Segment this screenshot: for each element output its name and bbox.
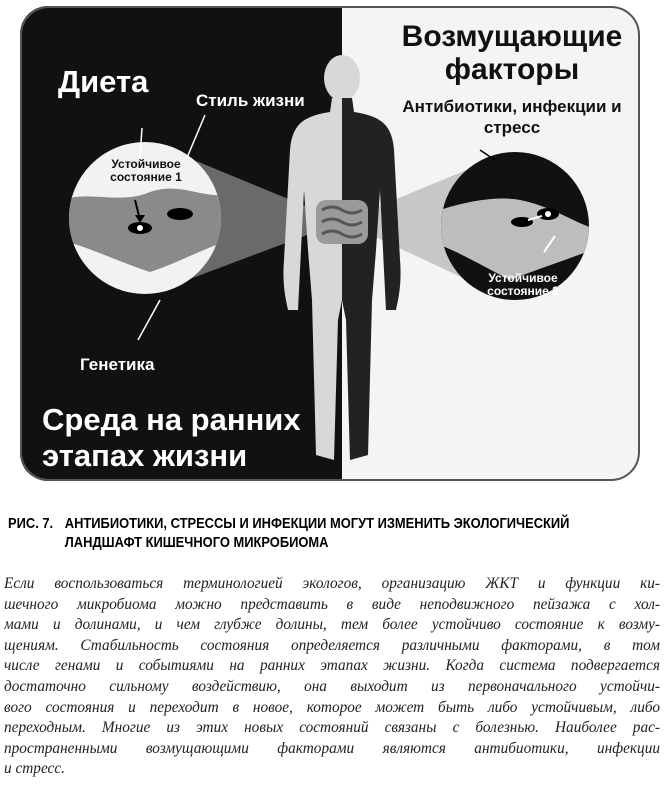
body-line: мами и долинами, и чем глубже долины, тем более устойчиво состояние к возму- (4, 616, 660, 634)
body-line: и стресс. (4, 760, 65, 778)
figure-caption (8, 514, 658, 552)
label-genetics: Генетика (80, 355, 155, 374)
label-early-life: Среда на ранних этапах жизни (42, 402, 301, 473)
body-line: достаточно сильному воздействию, она выходит из первоначального устойчи- (4, 677, 660, 695)
label-lifestyle: Стиль жизни (196, 91, 305, 110)
figure-number: РИС. 7. (8, 515, 54, 532)
label-diet: Диета (58, 64, 149, 99)
body-line: числе генами и событиями на ранних этапах жизни. Когда система подвергается (4, 657, 660, 675)
label-stable-state-1: Устойчивое состояние 1 (110, 157, 182, 184)
label-stable-state-2: Устойчивое состояние 2 (487, 271, 559, 298)
body-line: вого состояния и переходит в новое, которое может быть либо устойчивым, либо (4, 698, 660, 716)
body-line: переходным. Многие из этих новых состояний связаны с болезнью. Наиболее рас- (4, 719, 660, 737)
body-line: пространенными возмущающими факторами являются антибиотики, инфекции (4, 739, 660, 757)
label-perturbation-types: Антибиотики, инфекции и стресс (402, 97, 622, 137)
body-line: Если воспользоваться терминологией экологов, организацию ЖКТ и функции ки- (4, 575, 660, 592)
body-paragraph (4, 574, 660, 780)
caption-line-2: ЛАНДШАФТ КИШЕЧНОГО МИКРОБИОМА (64, 534, 329, 551)
label-perturbations: Возмущающие факторы (401, 20, 623, 86)
body-line: шечного микробиома можно представить в виде неподвижного пейзажа с хол- (4, 595, 660, 613)
caption-line-1: АНТИБИОТИКИ, СТРЕССЫ И ИНФЕКЦИИ МОГУТ ИЗМЕНИТЬ ЭКОЛОГИЧЕСКИЙ (64, 515, 570, 532)
body-line: щениям. Стабильность состояния определяется различными факторами, в том (4, 636, 660, 654)
intestine-icon (316, 200, 368, 244)
